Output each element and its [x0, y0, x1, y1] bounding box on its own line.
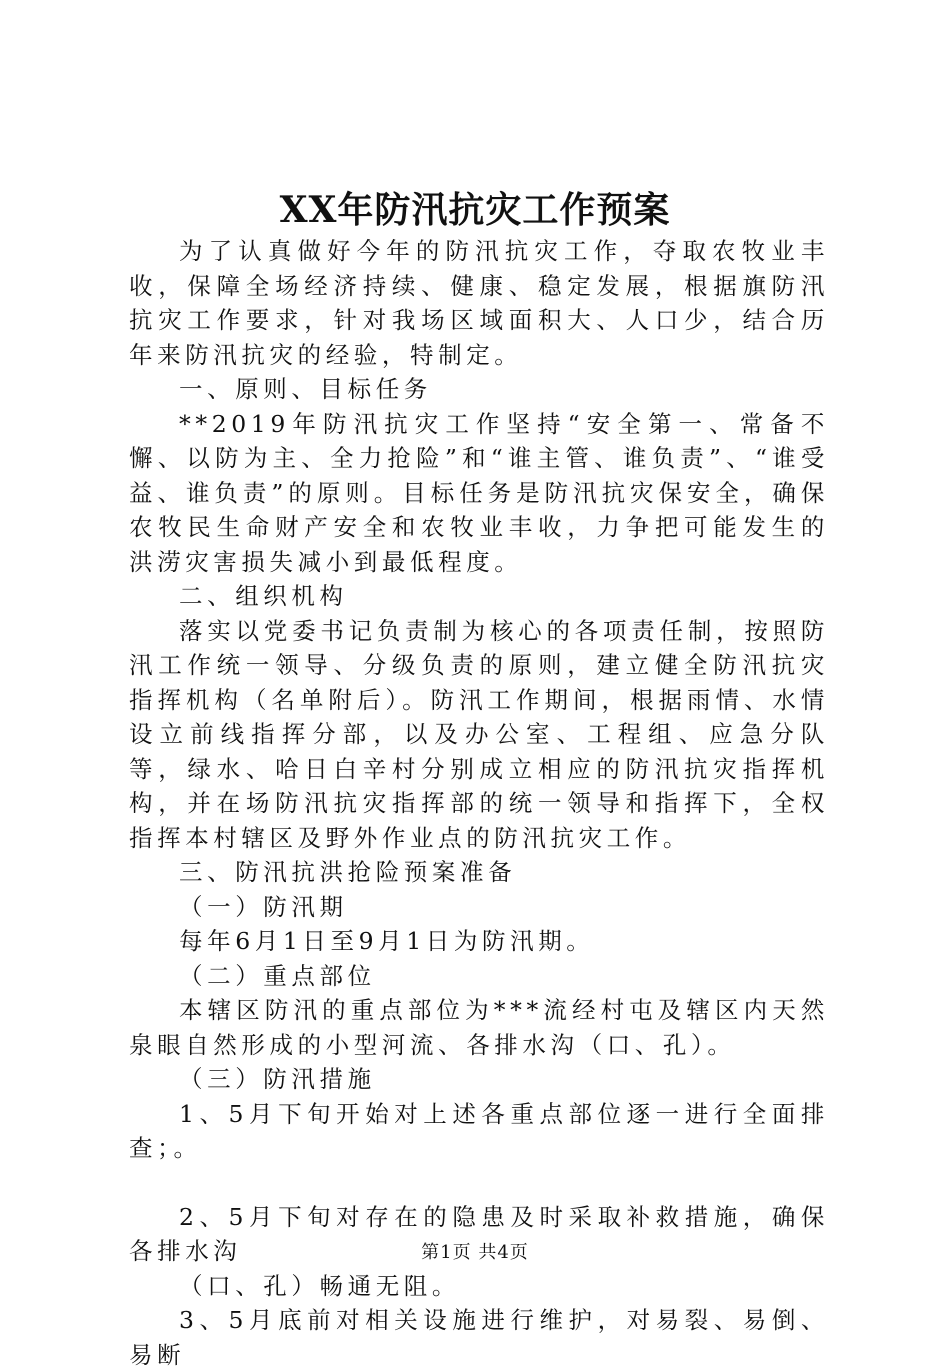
measure-item-2-continuation: （口、孔）畅通无阻。: [179, 1271, 460, 1300]
key-locations-paragraph: 本辖区防汛的重点部位为***流经村屯及辖区内天然泉眼自然形成的小型河流、各排水沟（口、孔）。: [129, 996, 829, 1059]
flood-period-paragraph: 每年6月1日至9月1日为防汛期。: [179, 927, 595, 955]
section-heading-1: 一、原则、目标任务: [179, 375, 432, 403]
principles-paragraph: **2019年防汛抗灾工作坚持“安全第一、常备不懈、以防为主、全力抢险”和“谁主管、谁负责”、“谁受益、谁负责”的原则。目标任务是防汛抗灾保安全，确保农牧民生命财产安全和农牧业丰收，力争把可能发生的洪涝灾害损失减小到最低程度。: [129, 409, 829, 576]
section-heading-3: 三、防汛抗洪抢险预案准备: [179, 858, 517, 886]
measure-item-1: 1、5月下旬开始对上述各重点部位逐一进行全面排查；。: [129, 1099, 829, 1162]
section-heading-2: 二、组织机构: [179, 582, 348, 610]
subsection-heading-3: （三）防汛措施: [179, 1065, 376, 1093]
document-title: XX年防汛抗灾工作预案: [279, 189, 671, 231]
blank-line: [129, 1166, 829, 1200]
measure-item-3: 3、5月底前对相关设施进行维护，对易裂、易倒、易断: [129, 1306, 829, 1369]
organization-paragraph: 落实以党委书记负责制为核心的各项责任制，按照防汛工作统一领导、分级负责的原则，建立健全防汛抗灾指挥机构（名单附后）。防汛工作期间，根据雨情、水情设立前线指挥分部，以及办公室、工程组、应急分队等，绿水、哈日白辛村分别成立相应的防汛抗灾指挥机构，并在场防汛抗灾指挥部的统一领导和指挥下，全权指挥本村辖区及野外作业点的防汛抗灾工作。: [129, 616, 829, 852]
measure-item-2: 2、5月下旬对存在的隐患及时采取补救措施，确保各排水沟: [129, 1202, 829, 1265]
subsection-heading-2: （二）重点部位: [179, 961, 376, 990]
intro-paragraph: 为了认真做好今年的防汛抗灾工作，夺取农牧业丰收，保障全场经济持续、健康、稳定发展，根据旗防汛抗灾工作要求，针对我场区域面积大、人口少，结合历年来防汛抗灾的经验，特制定。: [129, 237, 829, 369]
subsection-heading-1: （一）防汛期: [179, 892, 348, 921]
page-footer: 第1页 共4页: [421, 1242, 529, 1263]
document-body: [129, 234, 829, 1372]
